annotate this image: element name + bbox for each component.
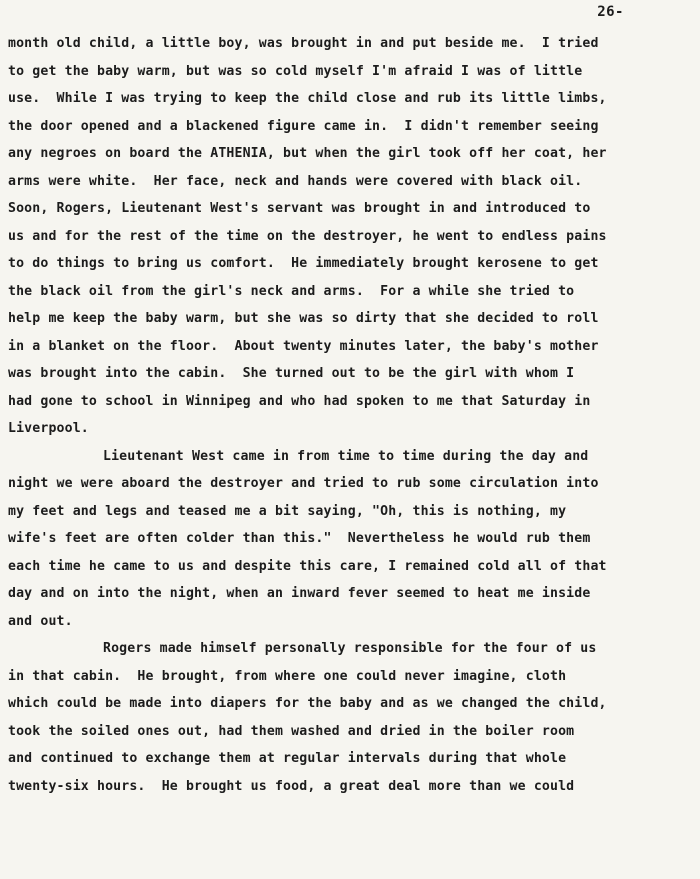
body-text bbox=[8, 30, 694, 800]
paragraph-start-line: Lieutenant West came in from time to time during the day and bbox=[103, 448, 589, 464]
text-line: the door opened and a blackened figure came in. I didn't remember seeing bbox=[8, 118, 599, 134]
text-line: month old child, a little boy, was brought in and put beside me. I tried bbox=[8, 36, 599, 51]
paragraph-start-line: Rogers made himself personally responsible for the four of us bbox=[103, 641, 597, 656]
text-line: in a blanket on the floor. About twenty minutes later, the baby's mother bbox=[8, 338, 599, 354]
text-line: night we were aboard the destroyer and tried to rub some circulation into bbox=[8, 476, 599, 491]
text-line: any negroes on board the ATHENIA, but when the girl took off her coat, her bbox=[8, 146, 607, 161]
text-line: and continued to exchange them at regular intervals during that whole bbox=[8, 751, 567, 766]
text-line: Liverpool. bbox=[8, 421, 89, 436]
text-line: Soon, Rogers, Lieutenant West's servant was brought in and introduced to bbox=[8, 201, 591, 216]
text-line: twenty-six hours. He brought us food, a great deal more than we could bbox=[8, 778, 575, 794]
text-line: day and on into the night, when an inward fever seemed to heat me inside bbox=[8, 586, 591, 601]
text-line: wife's feet are often colder than this." Nevertheless he would rub them bbox=[8, 531, 591, 546]
text-line: arms were white. Her face, neck and hands were covered with black oil. bbox=[8, 173, 583, 189]
text-line: each time he came to us and despite this care, I remained cold all of that bbox=[8, 558, 607, 574]
text-line: us and for the rest of the time on the destroyer, he went to endless pains bbox=[8, 228, 607, 244]
text-line: had gone to school in Winnipeg and who had spoken to me that Saturday in bbox=[8, 393, 591, 409]
text-line: use. While I was trying to keep the child close and rub its little limbs, bbox=[8, 91, 607, 106]
page-number: 26- bbox=[597, 4, 624, 20]
text-line: took the soiled ones out, had them washed and dried in the boiler room bbox=[8, 723, 575, 739]
text-line: and out. bbox=[8, 613, 73, 629]
text-line: the black oil from the girl's neck and arms. For a while she tried to bbox=[8, 283, 575, 299]
text-line: to do things to bring us comfort. He immediately brought kerosene to get bbox=[8, 256, 599, 271]
text-line: in that cabin. He brought, from where one could never imagine, cloth bbox=[8, 668, 567, 684]
text-line: was brought into the cabin. She turned out to be the girl with whom I bbox=[8, 366, 575, 381]
text-line: my feet and legs and teased me a bit saying, "Oh, this is nothing, my bbox=[8, 503, 567, 519]
text-line: help me keep the baby warm, but she was so dirty that she decided to roll bbox=[8, 311, 599, 326]
text-line: to get the baby warm, but was so cold myself I'm afraid I was of little bbox=[8, 63, 583, 79]
text-line: which could be made into diapers for the baby and as we changed the child, bbox=[8, 696, 607, 711]
